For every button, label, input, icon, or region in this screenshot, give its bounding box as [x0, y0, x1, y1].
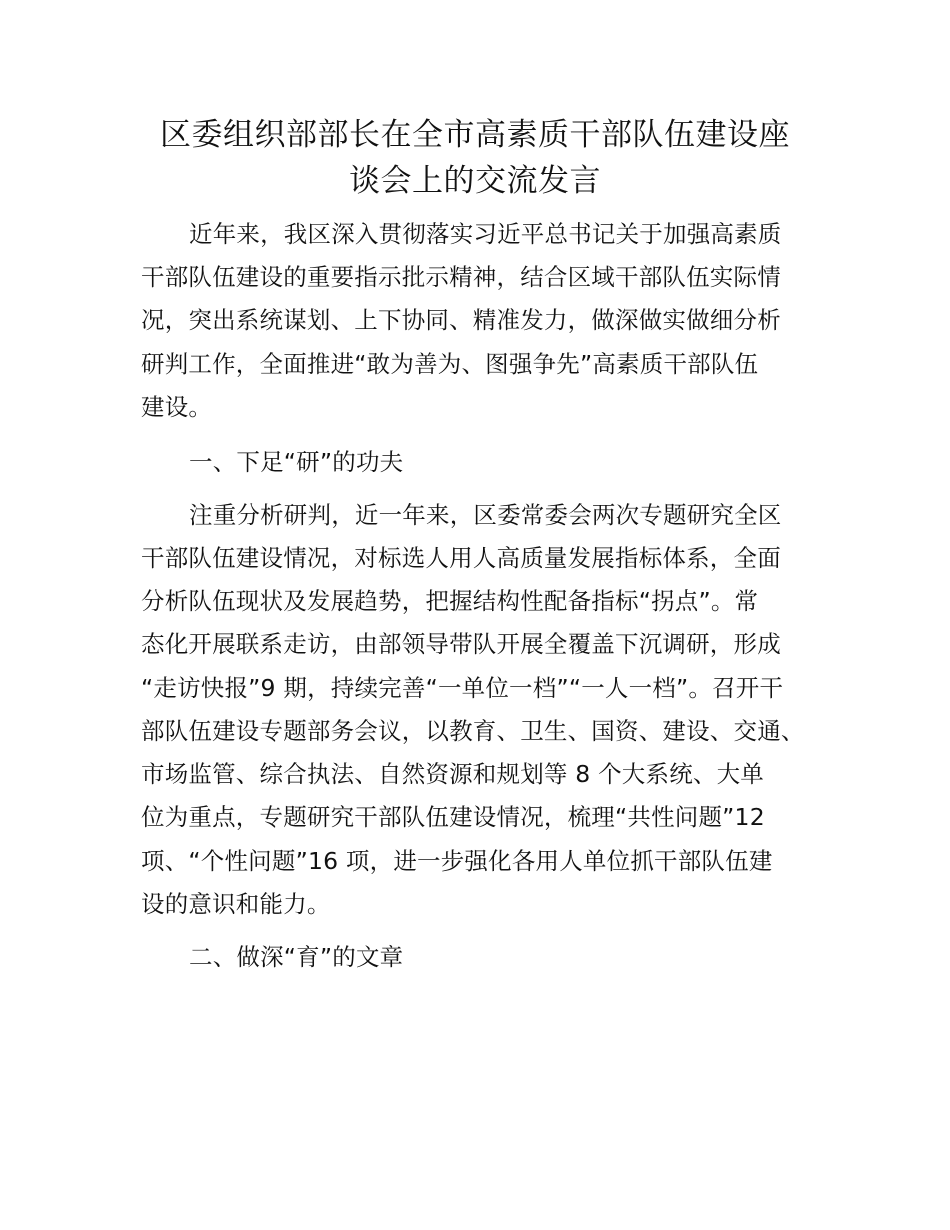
paragraph-line: 项、“个性问题”16 项，进一步强化各用人单位抓干部队伍建	[141, 847, 773, 875]
section-heading: 一、下足“研”的功夫	[189, 448, 404, 476]
document-title	[100, 112, 850, 204]
paragraph-line: 设的意识和能力。	[141, 890, 331, 918]
title-line: 谈会上的交流发言	[349, 163, 601, 199]
paragraph-line: 干部队伍建设情况，对标选人用人高质量发展指标体系，全面	[141, 544, 781, 572]
section-heading: 二、做深“育”的文章	[189, 943, 404, 971]
paragraph-line: 位为重点，专题研究干部队伍建设情况，梳理“共性问题”12	[141, 803, 765, 831]
paragraph-line: 市场监管、综合执法、自然资源和规划等 8 个大系统、大单	[141, 760, 764, 788]
paragraph-line: 干部队伍建设的重要指示批示精神，结合区域干部队伍实际情	[141, 263, 781, 291]
paragraph-line: 分析队伍现状及发展趋势，把握结构性配备指标“拐点”。常	[141, 587, 759, 615]
paragraph-line: 建设。	[141, 393, 213, 421]
paragraph-line: 近年来，我区深入贯彻落实习近平总书记关于加强高素质	[189, 220, 782, 248]
paragraph-line: 态化开展联系走访，由部领导带队开展全覆盖下沉调研，形成	[141, 630, 781, 658]
paragraph-line: “走访快报”9 期，持续完善“一单位一档”“一人一档”。召开干	[141, 674, 784, 702]
paragraph-line: 注重分析研判，近一年来，区委常委会两次专题研究全区	[189, 501, 782, 529]
title-line: 区委组织部部长在全市高素质干部队伍建设座	[160, 117, 790, 153]
paragraph-line: 研判工作，全面推进“敢为善为、图强争先”高素质干部队伍	[141, 350, 759, 378]
paragraph-line: 部队伍建设专题部务会议，以教育、卫生、国资、建设、交通、	[141, 717, 805, 745]
paragraph-line: 况，突出系统谋划、上下协同、精准发力，做深做实做细分析	[141, 306, 781, 334]
